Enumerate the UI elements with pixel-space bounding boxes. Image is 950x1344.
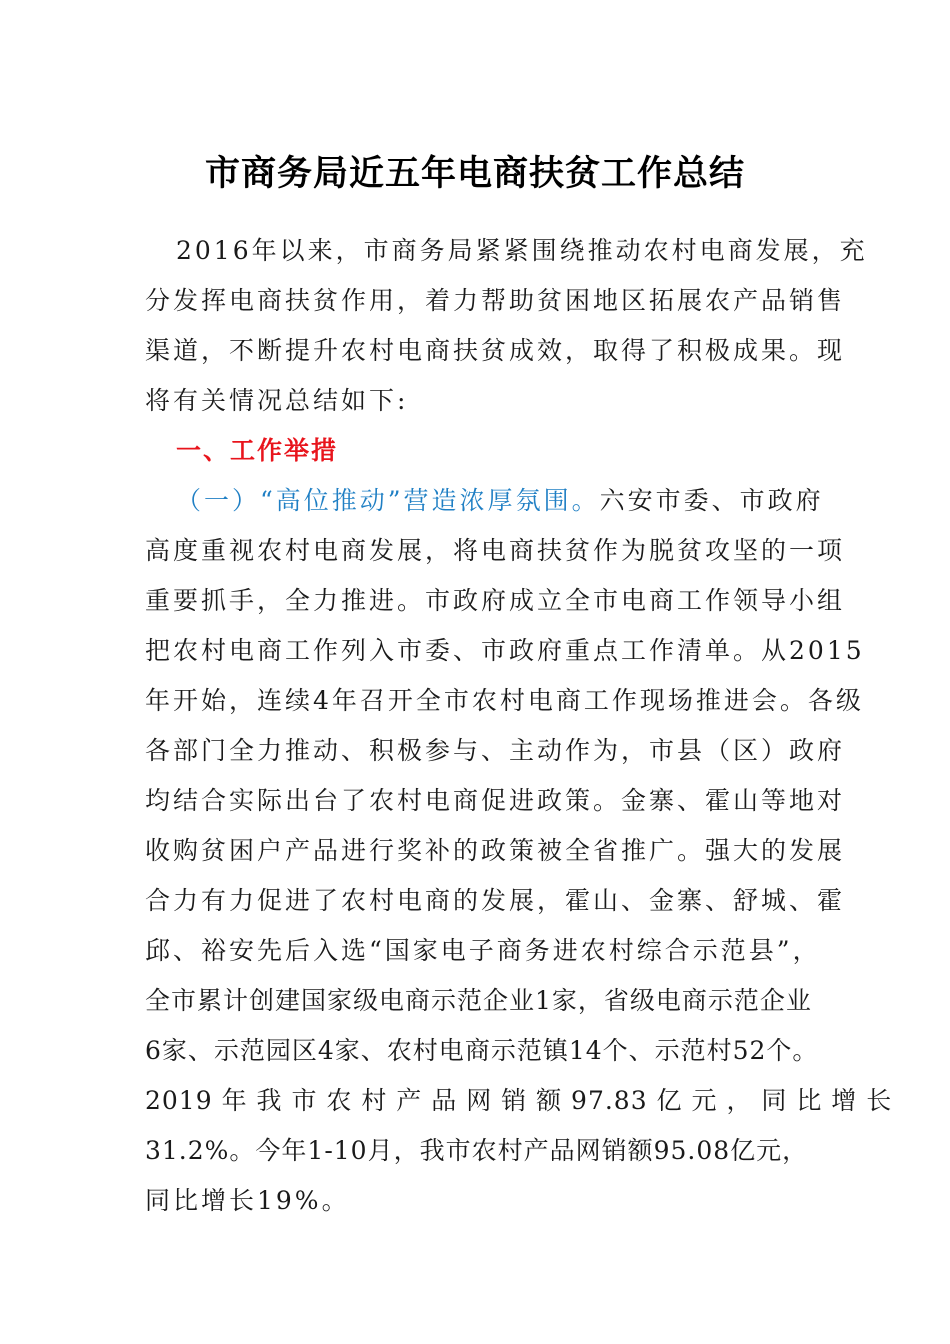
paragraph-line: 将有关情况总结如下:: [145, 386, 409, 415]
paragraph-line: 同比增长19%。: [145, 1186, 350, 1215]
paragraph-line: 渠道，不断提升农村电商扶贫成效，取得了积极成果。现: [145, 336, 846, 365]
paragraph-line: 2019 年 我 市 农 村 产 品 网 销 额 97.83 亿 元 ， 同 比 增 长: [145, 1086, 893, 1115]
paragraph-line: 年开始，连续4年召开全市农村电商工作现场推进会。各级: [145, 686, 864, 715]
subsection-heading: （一）“高位推动”营造浓厚氛围。: [176, 486, 600, 515]
paragraph-line: 2016年以来，市商务局紧紧围绕推动农村电商发展，充: [176, 236, 868, 265]
paragraph-line: 邱、裕安先后入选“国家电子商务进农村综合示范县”，: [145, 936, 821, 965]
paragraph-line: 重要抓手，全力推进。市政府成立全市电商工作领导小组: [145, 586, 846, 615]
paragraph-line: 把农村电商工作列入市委、市政府重点工作清单。从2015: [145, 636, 865, 665]
paragraph-line-tail: 六安市委、市政府: [599, 486, 824, 515]
paragraph-line: 合力有力促进了农村电商的发展，霍山、金寨、舒城、霍: [145, 886, 846, 915]
paragraph-line: 收购贫困户产品进行奖补的政策被全省推广。强大的发展: [145, 836, 846, 865]
paragraph-line: 全市累计创建国家级电商示范企业1家，省级电商示范企业: [145, 986, 812, 1015]
paragraph-line: 均结合实际出台了农村电商促进政策。金寨、霍山等地对: [145, 786, 846, 815]
paragraph-line: 分发挥电商扶贫作用，着力帮助贫困地区拓展农产品销售: [145, 286, 846, 315]
paragraph-line: 高度重视农村电商发展，将电商扶贫作为脱贫攻坚的一项: [145, 536, 846, 565]
paragraph-line: 6家、示范园区4家、农村电商示范镇14个、示范村52个。: [145, 1036, 819, 1065]
paragraph-line: 各部门全力推动、积极参与、主动作为，市县（区）政府: [145, 736, 846, 765]
subsection-first-line: [176, 476, 824, 526]
section-heading: 一、工作举措: [176, 436, 339, 465]
document-title: 市商务局近五年电商扶贫工作总结: [204, 153, 745, 194]
paragraph-line: 31.2%。今年1-10月，我市农村产品网销额95.08亿元，: [145, 1136, 809, 1165]
